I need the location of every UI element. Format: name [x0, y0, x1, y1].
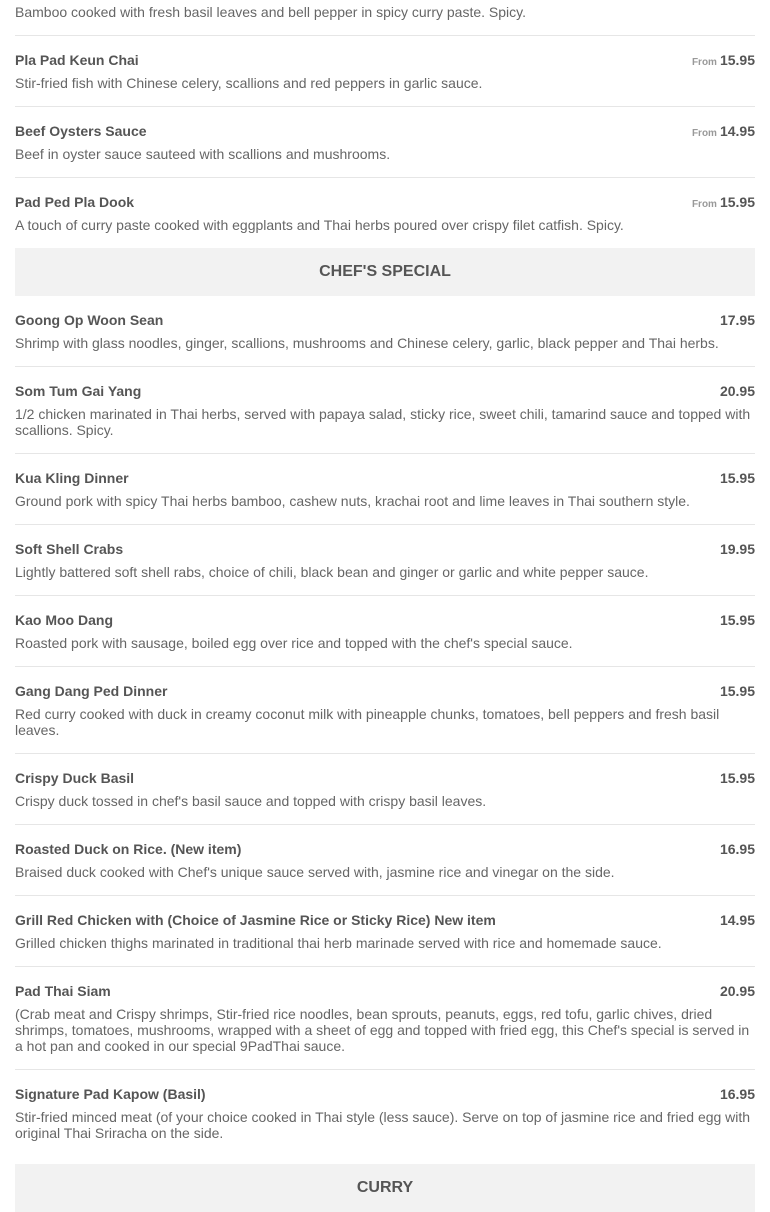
item-price: 14.95 [719, 912, 755, 928]
price-from-label: From [691, 57, 717, 68]
item-name: Goong Op Woon Sean [15, 312, 164, 328]
price-from-label: From [691, 199, 717, 210]
item-price: 15.95 [719, 194, 755, 210]
section-header-chefs-special: CHEF'S SPECIAL [15, 248, 755, 296]
menu-item[interactable] [15, 1070, 755, 1156]
menu-content [15, 0, 755, 1212]
item-description: Shrimp with glass noodles, ginger, scallions, mushrooms and Chinese celery, garlic, black pepper and Thai herbs. [15, 335, 719, 351]
item-description: Red curry cooked with duck in creamy coconut milk with pineapple chunks, tomatoes, bell peppers and fresh basil leaves. [15, 706, 720, 738]
menu-item[interactable] [15, 107, 755, 178]
menu-item[interactable] [15, 36, 755, 107]
item-description: A touch of curry paste cooked with eggplants and Thai herbs poured over crispy filet catfish. Spicy. [15, 217, 624, 233]
menu-item[interactable] [15, 967, 755, 1070]
item-description: Grilled chicken thighs marinated in traditional thai herb marinade served with rice and homemade sauce. [15, 935, 662, 951]
item-description: Roasted pork with sausage, boiled egg over rice and topped with the chef's special sauce. [15, 635, 573, 651]
item-price: 20.95 [719, 983, 755, 999]
item-name: Pad Thai Siam [15, 983, 111, 999]
item-description: Beef in oyster sauce sauteed with scallions and mushrooms. [15, 146, 391, 162]
section-header-curry: CURRY [15, 1164, 755, 1212]
price-from-label: From [691, 128, 717, 139]
menu-item[interactable] [15, 667, 755, 754]
item-name: Som Tum Gai Yang [15, 383, 142, 399]
item-price: 15.95 [719, 52, 755, 68]
item-price: 17.95 [719, 312, 755, 328]
menu-item[interactable] [15, 825, 755, 896]
item-name: Soft Shell Crabs [15, 541, 124, 557]
menu-item[interactable] [15, 596, 755, 667]
menu-item [15, 0, 755, 36]
menu-item[interactable] [15, 454, 755, 525]
menu-item[interactable] [15, 296, 755, 367]
menu-item[interactable] [15, 754, 755, 825]
item-name: Beef Oysters Sauce [15, 123, 147, 139]
menu-item[interactable] [15, 178, 755, 248]
item-name: Pla Pad Keun Chai [15, 52, 139, 68]
item-name: Gang Dang Ped Dinner [15, 683, 168, 699]
item-price: 15.95 [719, 770, 755, 786]
item-name: Signature Pad Kapow (Basil) [15, 1086, 206, 1102]
item-name: Roasted Duck on Rice. (New item) [15, 841, 242, 857]
item-description: Lightly battered soft shell rabs, choice of chili, black bean and ginger or garlic and white pepper sauce. [15, 564, 649, 580]
item-description: Stir-fried minced meat (of your choice cooked in Thai style (less sauce). Serve on top of jasmine rice and fried egg with original Thai Sriracha on the side. [15, 1109, 751, 1141]
item-description: 1/2 chicken marinated in Thai herbs, served with papaya salad, sticky rice, sweet chili, tamarind sauce and topped with scallions. Spicy. [15, 406, 751, 438]
item-description: Ground pork with spicy Thai herbs bamboo, cashew nuts, krachai root and lime leaves in Thai southern style. [15, 493, 690, 509]
item-description: (Crab meat and Crispy shrimps, Stir-fried rice noodles, bean sprouts, peanuts, eggs, red tofu, garlic chives, dried shrimps, tomatoes, mushrooms, wrapped with a sheet of egg and topped with fried egg, this Chef's special is served in a hot pan and cooked in our special 9PadThai sauce. [15, 1006, 750, 1054]
item-name: Grill Red Chicken with (Choice of Jasmine Rice or Sticky Rice) New item [15, 912, 496, 928]
item-description: Bamboo cooked with fresh basil leaves and bell pepper in spicy curry paste. Spicy. [15, 4, 527, 20]
item-name: Crispy Duck Basil [15, 770, 135, 786]
menu-item[interactable] [15, 367, 755, 454]
item-price: 15.95 [719, 470, 755, 486]
item-description: Crispy duck tossed in chef's basil sauce and topped with crispy basil leaves. [15, 793, 487, 809]
menu-item[interactable] [15, 896, 755, 967]
item-description: Stir-fried fish with Chinese celery, scallions and red peppers in garlic sauce. [15, 75, 483, 91]
item-name: Kao Moo Dang [15, 612, 113, 628]
item-price: 16.95 [719, 1086, 755, 1102]
item-name: Pad Ped Pla Dook [15, 194, 135, 210]
item-name: Kua Kling Dinner [15, 470, 129, 486]
item-price: 15.95 [719, 612, 755, 628]
item-price: 15.95 [719, 683, 755, 699]
item-price: 16.95 [719, 841, 755, 857]
item-price: 19.95 [719, 541, 755, 557]
item-price: 14.95 [719, 123, 755, 139]
menu-item[interactable] [15, 525, 755, 596]
item-price: 20.95 [719, 383, 755, 399]
item-description: Braised duck cooked with Chef's unique sauce served with, jasmine rice and vinegar on the side. [15, 864, 615, 880]
